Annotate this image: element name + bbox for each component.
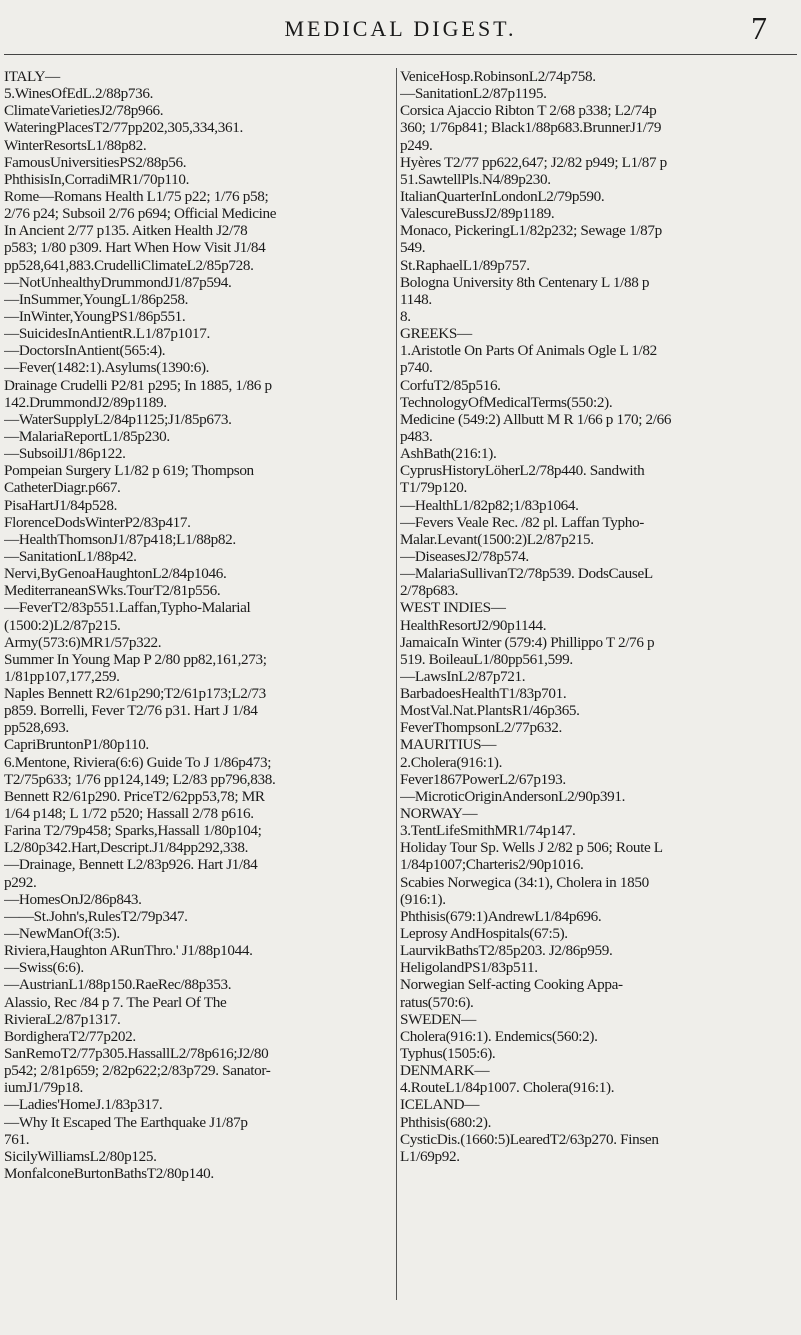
- index-line: 761.: [4, 1130, 30, 1148]
- index-line: —MalariaSullivanT2/78p539. DodsCauseL: [400, 565, 653, 583]
- index-line: LaurvikBathsT2/85p203. J2/86p959.: [400, 942, 613, 960]
- index-line: 1148.: [400, 290, 432, 308]
- index-line: FlorenceDodsWinterP2/83p417.: [4, 513, 191, 531]
- index-line: p583; 1/80 p309. Hart When How Visit J1/84: [4, 239, 266, 257]
- index-line: —InWinter,YoungPS1/86p551.: [4, 307, 186, 325]
- index-line: —WaterSupplyL2/84p1125;J1/85p673.: [4, 410, 232, 428]
- index-line: —DiseasesJ2/78p574.: [400, 547, 529, 565]
- index-line: Malar.Levant(1500:2)L2/87p215.: [400, 530, 594, 548]
- index-line: TechnologyOfMedicalTerms(550:2).: [400, 393, 613, 411]
- page-number: 7: [751, 10, 767, 46]
- index-line: Phthisis(679:1)AndrewL1/84p696.: [400, 907, 602, 925]
- index-line: MostVal.Nat.PlantsR1/46p365.: [400, 702, 580, 720]
- index-line: FamousUniversitiesPS2/88p56.: [4, 153, 187, 171]
- index-line: pp528,693.: [4, 719, 69, 737]
- index-line: PisaHartJ1/84p528.: [4, 496, 118, 514]
- index-line: —InSummer,YoungL1/86p258.: [4, 290, 189, 308]
- index-line: WinterResortsL1/88p82.: [4, 136, 147, 154]
- index-line: SWEDEN—: [400, 1010, 477, 1028]
- index-line: —DoctorsInAntient(565:4).: [4, 342, 166, 360]
- index-line: 8.: [400, 307, 411, 325]
- index-line: Bologna University 8th Centenary L 1/88 p: [400, 273, 650, 291]
- index-line: (1500:2)L2/87p215.: [4, 616, 121, 634]
- index-line: 1/64 p148; L 1/72 p520; Hassall 2/78 p616.: [4, 805, 254, 823]
- index-line: SanRemoT2/77p305.HassallL2/78p616;J2/80: [4, 1045, 269, 1063]
- index-line: —AustrianL1/88p150.RaeRec/88p353.: [4, 976, 232, 994]
- index-line: Naples Bennett R2/61p290;T2/61p173;L2/73: [4, 685, 266, 703]
- index-line: —MicroticOriginAndersonL2/90p391.: [400, 787, 626, 805]
- index-line: —Why It Escaped The Earthquake J1/87p: [4, 1113, 248, 1131]
- index-line: WEST INDIES—: [400, 599, 506, 617]
- index-line: iumJ1/79p18.: [4, 1079, 83, 1097]
- index-line: BarbadoesHealthT1/83p701.: [400, 685, 567, 703]
- index-line: 5.WinesOfEdL.2/88p736.: [4, 85, 154, 103]
- index-line: ratus(570:6).: [400, 993, 474, 1011]
- index-line: 1.Aristotle On Parts Of Animals Ogle L 1/82: [400, 342, 657, 360]
- left-column: [4, 68, 398, 1182]
- index-line: T1/79p120.: [400, 479, 467, 497]
- index-line: ValescureBussJ2/89p1189.: [400, 205, 555, 223]
- index-line: Army(573:6)MR1/57p322.: [4, 633, 162, 651]
- column-divider: [396, 68, 397, 1300]
- index-line: ClimateVarietiesJ2/78p966.: [4, 102, 164, 120]
- index-line: Leprosy AndHospitals(67:5).: [400, 925, 568, 943]
- index-line: FeverThompsonL2/77p632.: [400, 719, 562, 737]
- index-line: —NewManOf(3:5).: [4, 925, 120, 943]
- index-line: p292.: [4, 873, 37, 891]
- index-line: CyprusHistoryLöherL2/78p440. Sandwith: [400, 462, 645, 480]
- index-line: —Ladies'HomeJ.1/83p317.: [4, 1096, 163, 1114]
- index-line: Fever1867PowerL2/67p193.: [400, 770, 566, 788]
- index-line: L2/80p342.Hart,Descript.J1/84pp292,338.: [4, 839, 249, 857]
- index-line: —SanitationL2/87p1195.: [400, 85, 547, 103]
- index-line: Cholera(916:1). Endemics(560:2).: [400, 1027, 598, 1045]
- index-line: Holiday Tour Sp. Wells J 2/82 p 506; Route L: [400, 839, 663, 857]
- index-line: CatheterDiagr.p667.: [4, 479, 121, 497]
- index-line: 2/78p683.: [400, 582, 459, 600]
- index-line: —LawsInL2/87p721.: [400, 667, 526, 685]
- index-line: PhthisisIn,CorradiMR1/70p110.: [4, 170, 190, 188]
- index-line: Hyères T2/77 pp622,647; J2/82 p949; L1/87 p: [400, 153, 667, 171]
- index-line: 1/84p1007;Charteris2/90p1016.: [400, 856, 584, 874]
- index-line: p740.: [400, 359, 433, 377]
- index-line: SicilyWilliamsL2/80p125.: [4, 1147, 157, 1165]
- index-line: —Swiss(6:6).: [4, 959, 84, 977]
- index-line: HeligolandPS1/83p511.: [400, 959, 538, 977]
- index-line: CysticDis.(1660:5)LearedT2/63p270. Finsen: [400, 1130, 659, 1148]
- index-line: AshBath(216:1).: [400, 445, 497, 463]
- index-line: St.RaphaelL1/89p757.: [400, 256, 530, 274]
- index-line: p859. Borrelli, Fever T2/76 p31. Hart J 1/84: [4, 702, 258, 720]
- page-header: [0, 10, 801, 50]
- index-line: L1/69p92.: [400, 1147, 460, 1165]
- index-line: 2/76 p24; Subsoil 2/76 p694; Official Medicine: [4, 205, 277, 223]
- index-line: 2.Cholera(916:1).: [400, 753, 503, 771]
- index-line: GREEKS—: [400, 325, 472, 343]
- index-line: MediterraneanSWks.TourT2/81p556.: [4, 582, 221, 600]
- index-line: ItalianQuarterInLondonL2/79p590.: [400, 187, 605, 205]
- index-line: 4.RouteL1/84p1007. Cholera(916:1).: [400, 1079, 615, 1097]
- index-line: 6.Mentone, Riviera(6:6) Guide To J 1/86p473;: [4, 753, 272, 771]
- index-line: —HealthL1/82p82;1/83p1064.: [400, 496, 579, 514]
- index-line: MonfalconeBurtonBathsT2/80p140.: [4, 1165, 214, 1182]
- index-line: —Drainage, Bennett L2/83p926. Hart J1/84: [4, 856, 258, 874]
- index-line: VeniceHosp.RobinsonL2/74p758.: [400, 68, 596, 85]
- index-line: —HealthThomsonJ1/87p418;L1/88p82.: [4, 530, 236, 548]
- index-line: —Fevers Veale Rec. /82 pl. Laffan Typho-: [400, 513, 644, 531]
- index-line: p483.: [400, 427, 433, 445]
- index-line: Scabies Norwegica (34:1), Cholera in 1850: [400, 873, 649, 891]
- index-line: —SubsoilJ1/86p122.: [4, 445, 126, 463]
- index-line: Medicine (549:2) Allbutt M R 1/66 p 170; 2/66: [400, 410, 672, 428]
- index-line: DENMARK—: [400, 1062, 490, 1080]
- right-column: [400, 68, 795, 1165]
- index-line: BordigheraT2/77p202.: [4, 1027, 136, 1045]
- index-line: p249.: [400, 136, 433, 154]
- index-line: 51.SawtellPls.N4/89p230.: [400, 170, 551, 188]
- index-line: CorfuT2/85p516.: [400, 376, 501, 394]
- index-line: NORWAY—: [400, 805, 478, 823]
- index-line: Riviera,Haughton ARunThro.' J1/88p1044.: [4, 942, 253, 960]
- index-line: WateringPlacesT2/77pp202,305,334,361.: [4, 119, 243, 137]
- index-line: Farina T2/79p458; Sparks,Hassall 1/80p104;: [4, 822, 262, 840]
- index-line: ITALY—: [4, 68, 60, 85]
- index-line: 360; 1/76p841; Black1/88p683.BrunnerJ1/79: [400, 119, 662, 137]
- index-line: Pompeian Surgery L1/82 p 619; Thompson: [4, 462, 254, 480]
- index-line: p542; 2/81p659; 2/82p622;2/83p729. Sanator-: [4, 1062, 271, 1080]
- index-line: CapriBruntonP1/80p110.: [4, 736, 149, 754]
- index-line: Drainage Crudelli P2/81 p295; In 1885, 1/86 p: [4, 376, 272, 394]
- index-line: —SuicidesInAntientR.L1/87p1017.: [4, 325, 210, 343]
- index-line: —NotUnhealthyDrummondJ1/87p594.: [4, 273, 232, 291]
- header-rule: [4, 54, 797, 55]
- index-line: Norwegian Self-acting Cooking Appa-: [400, 976, 623, 994]
- index-line: T2/75p633; 1/76 pp124,149; L2/83 pp796,838.: [4, 770, 276, 788]
- index-line: Bennett R2/61p290. PriceT2/62pp53,78; MR: [4, 787, 265, 805]
- index-line: —HomesOnJ2/86p843.: [4, 890, 142, 908]
- index-line: —SanitationL1/88p42.: [4, 547, 137, 565]
- index-line: Corsica Ajaccio Ribton T 2/68 p338; L2/74p: [400, 102, 657, 120]
- index-line: 519. BoileauL1/80pp561,599.: [400, 650, 573, 668]
- index-line: —Fever(1482:1).Asylums(1390:6).: [4, 359, 210, 377]
- index-line: RivieraL2/87p1317.: [4, 1010, 121, 1028]
- running-title: MEDICAL DIGEST.: [284, 16, 517, 41]
- index-line: MAURITIUS—: [400, 736, 497, 754]
- index-line: ——St.John's,RulesT2/79p347.: [4, 907, 188, 925]
- index-line: —MalariaReportL1/85p230.: [4, 427, 170, 445]
- index-line: Typhus(1505:6).: [400, 1045, 496, 1063]
- index-line: 1/81pp107,177,259.: [4, 667, 120, 685]
- index-line: Nervi,ByGenoaHaughtonL2/84p1046.: [4, 565, 227, 583]
- index-line: 142.DrummondJ2/89p1189.: [4, 393, 167, 411]
- index-line: ICELAND—: [400, 1096, 480, 1114]
- index-line: 549.: [400, 239, 426, 257]
- index-line: Rome—Romans Health L1/75 p22; 1/76 p58;: [4, 187, 269, 205]
- index-line: Phthisis(680:2).: [400, 1113, 492, 1131]
- index-line: —FeverT2/83p551.Laffan,Typho-Malarial: [4, 599, 251, 617]
- index-line: 3.TentLifeSmithMR1/74p147.: [400, 822, 576, 840]
- index-line: In Ancient 2/77 p135. Aitken Health J2/78: [4, 222, 248, 240]
- index-line: HealthResortJ2/90p1144.: [400, 616, 547, 634]
- index-line: Alassio, Rec /84 p 7. The Pearl Of The: [4, 993, 227, 1011]
- index-line: Monaco, PickeringL1/82p232; Sewage 1/87p: [400, 222, 662, 240]
- index-line: JamaicaIn Winter (579:4) Phillippo T 2/76 p: [400, 633, 655, 651]
- index-line: (916:1).: [400, 890, 446, 908]
- index-line: pp528,641,883.CrudelliClimateL2/85p728.: [4, 256, 254, 274]
- index-line: Summer In Young Map P 2/80 pp82,161,273;: [4, 650, 267, 668]
